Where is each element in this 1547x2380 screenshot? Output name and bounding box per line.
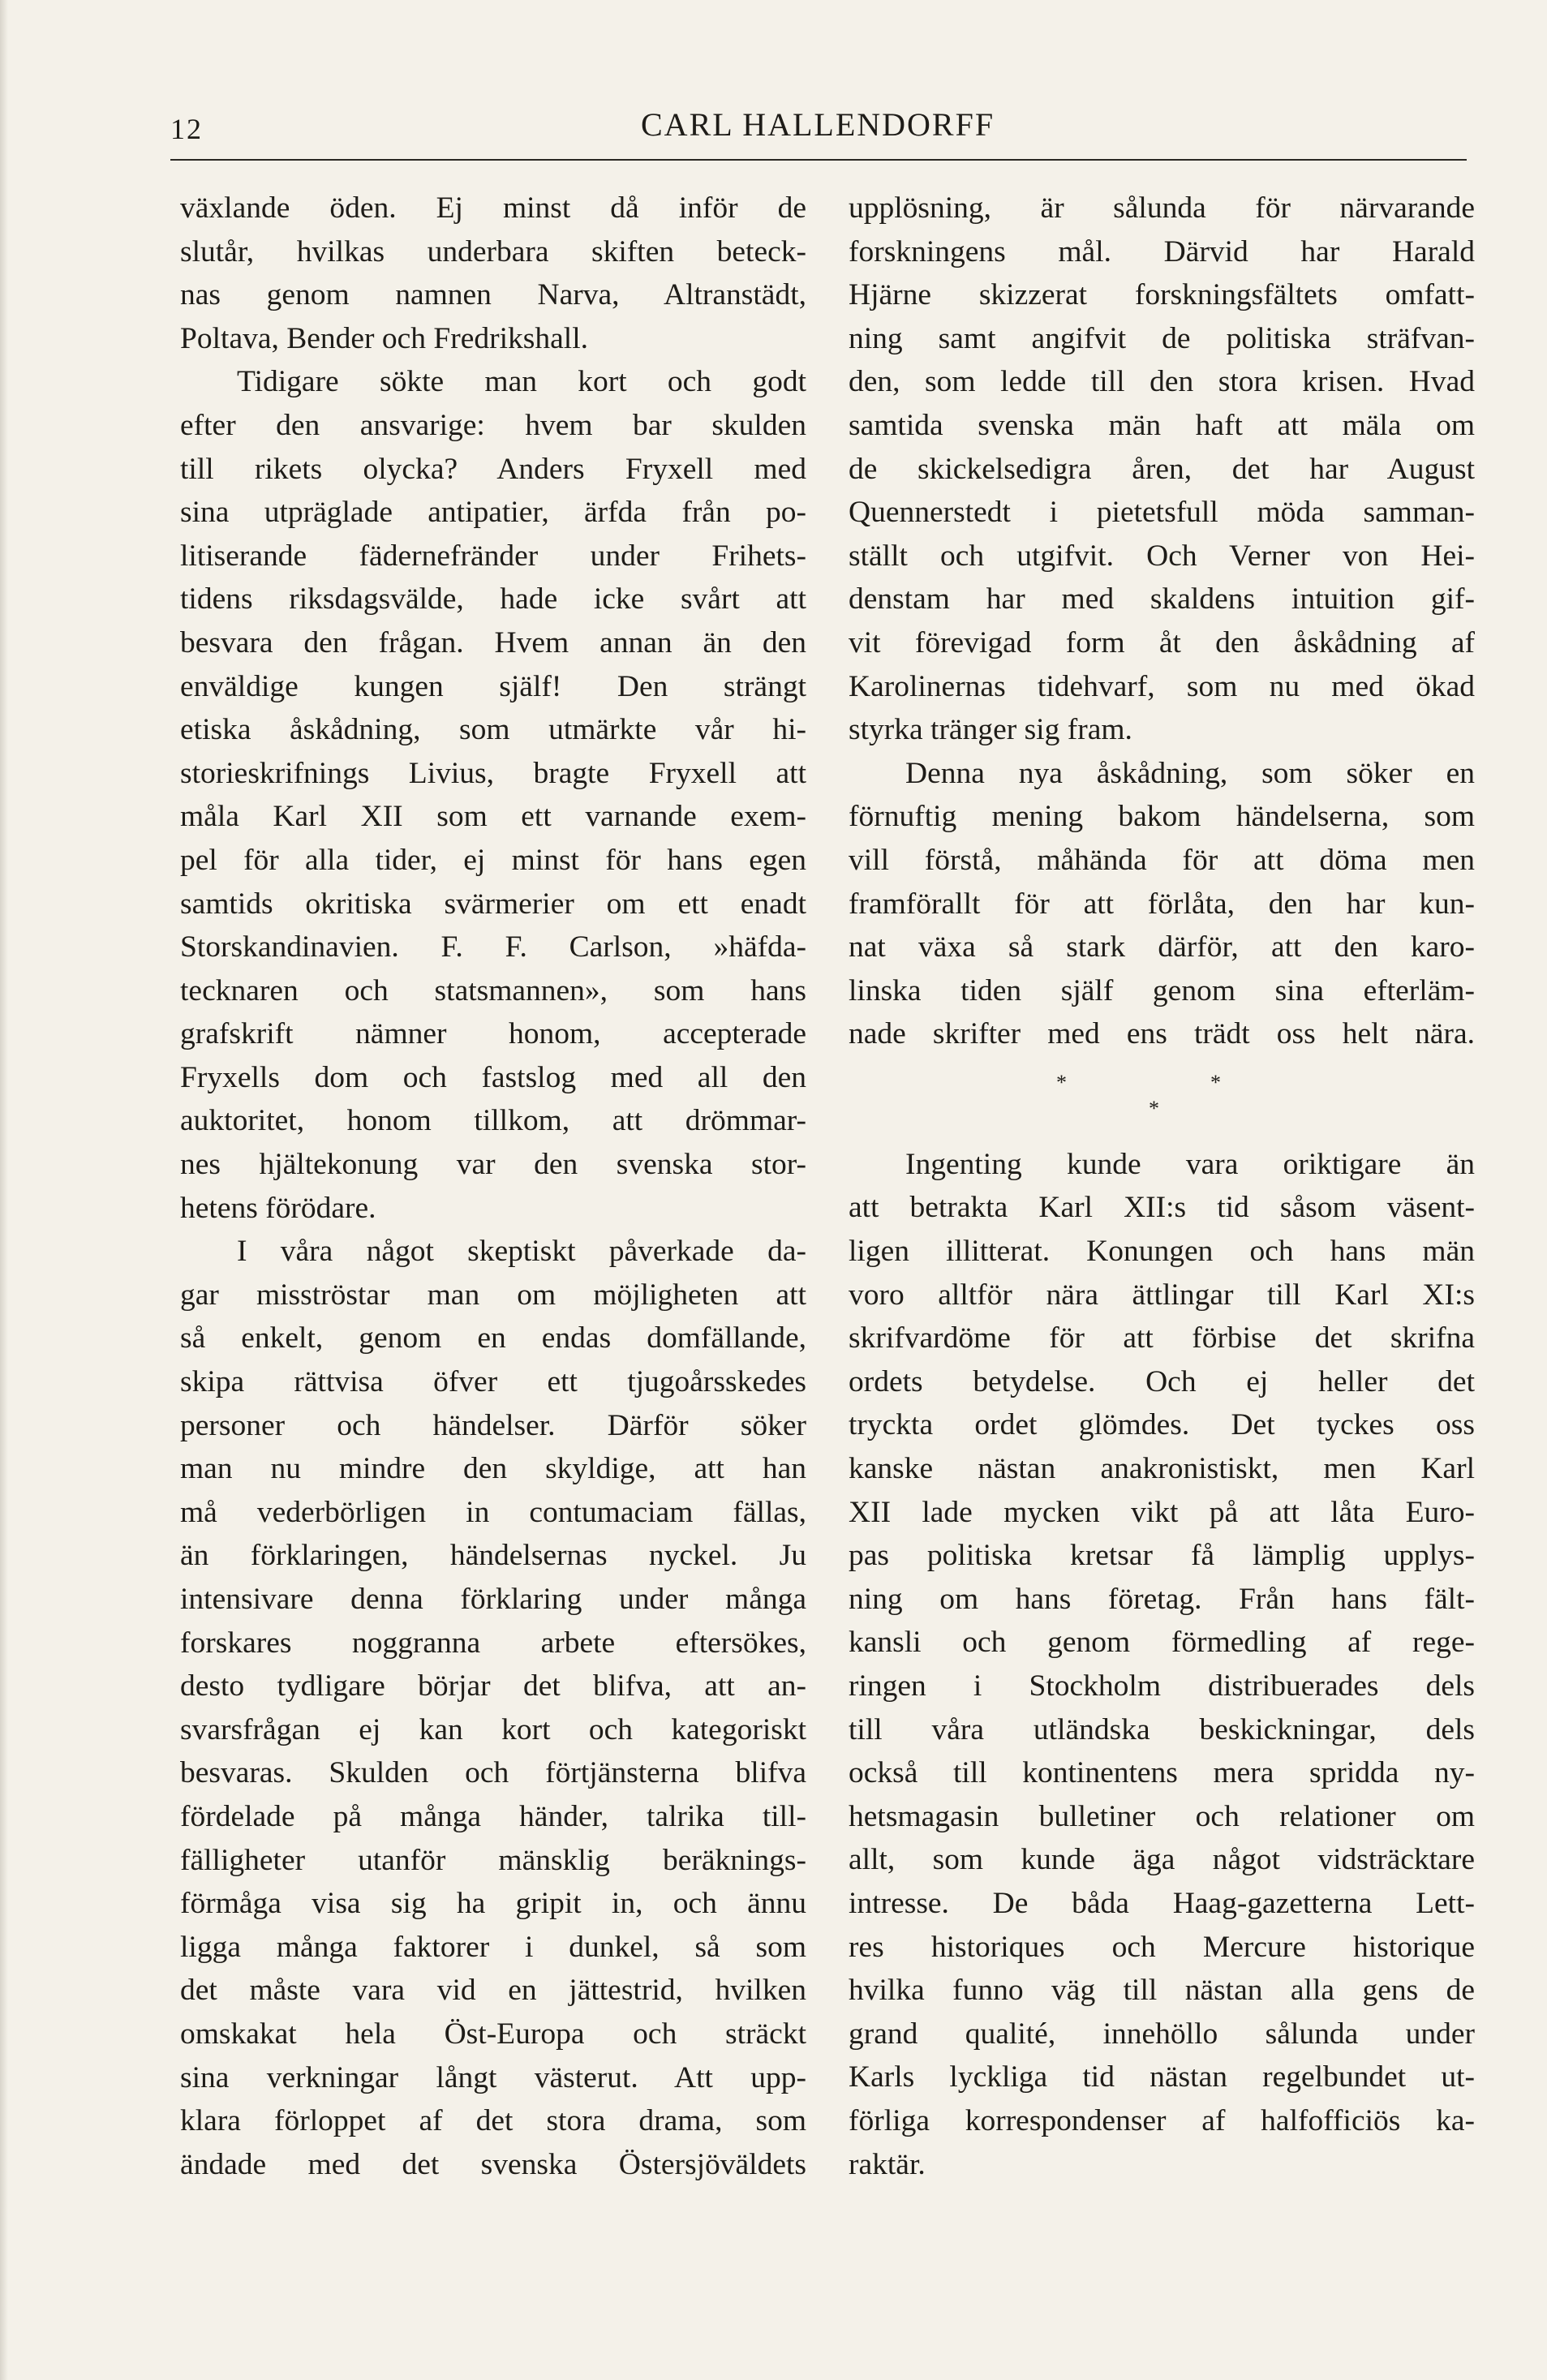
text-line: enväldige kungen själf! Den strängt <box>180 669 806 703</box>
text-line: måla Karl XII som ett varnande exem- <box>180 800 806 834</box>
text-line: Poltava, Bender och Fredrikshall. <box>180 321 589 355</box>
text-line: forskningens mål. Därvid har Harald <box>849 234 1475 269</box>
section-separator <box>849 1056 1475 1143</box>
text-line: samtids okritiska svärmerier om ett enadt <box>180 887 806 921</box>
text-line: pas politiska kretsar få lämplig upplys- <box>849 1539 1475 1573</box>
text-line: ning samt angifvit de politiska sträfvan- <box>849 321 1475 355</box>
text-line: kanske nästan anakronistiskt, men Karl <box>849 1452 1475 1486</box>
text-line: ändade med det svenska Östersjöväldets <box>180 2147 806 2181</box>
text-line: auktoritet, honom tillkom, att drömmar- <box>180 1104 806 1138</box>
text-line: hetens förödare. <box>180 1191 376 1225</box>
text-line: intensivare denna förklaring under många <box>180 1583 806 1616</box>
text-line: XII lade mycken vikt på att låta Euro- <box>849 1495 1475 1529</box>
page-edge-shadow <box>0 0 8 2380</box>
text-line: denstam har med skaldens intuition gif- <box>849 582 1475 616</box>
text-line: pel för alla tider, ej minst för hans egen <box>180 843 806 877</box>
text-line: förmåga visa sig ha gripit in, och ännu <box>180 1887 806 1921</box>
text-line: ordets betydelse. Och ej heller det <box>849 1364 1475 1398</box>
text-line: allt, som kunde äga något vidsträcktare <box>849 1843 1475 1877</box>
text-line: fördelade på många händer, talrika till- <box>180 1799 806 1833</box>
text-line: etiska åskådning, som utmärkte vår hi- <box>180 713 806 747</box>
text-line: linska tiden själf genom sina efterläm- <box>849 973 1475 1007</box>
text-line: Karls lyckliga tid nästan regelbundet ut- <box>849 2060 1475 2094</box>
text-line: Storskandinavien. F. F. Carlson, »häfda- <box>180 930 806 964</box>
text-line: hetsmagasin bulletiner och relationer om <box>849 1799 1475 1833</box>
text-line: voro alltför nära ättlingar till Karl XI:s <box>849 1278 1475 1312</box>
text-line: nat växa så stark därför, att den karo- <box>849 930 1475 964</box>
text-line: man nu mindre den skyldige, att han <box>180 1452 806 1486</box>
text-line: forskares noggranna arbete eftersökes, <box>180 1626 806 1660</box>
text-line: växlande öden. Ej minst då inför de <box>180 191 806 225</box>
text-line: res historiques och Mercure historique <box>849 1930 1475 1964</box>
text-line: ställt och utgifvit. Och Verner von Hei- <box>849 539 1475 573</box>
text-line: sina utpräglade antipatier, ärfda från po- <box>180 496 806 530</box>
left-column <box>180 187 806 2186</box>
text-line: skrifvardöme för att förbise det skrifna <box>849 1321 1475 1355</box>
text-line: intresse. De båda Haag-gazetterna Lett- <box>849 1886 1475 1920</box>
text-line: ning om hans företag. Från hans fält- <box>849 1582 1475 1616</box>
text-line: också till kontinentens mera spridda ny- <box>849 1756 1475 1790</box>
text-line: så enkelt, genom en endas domfällande, <box>180 1321 806 1355</box>
text-line: upplösning, är sålunda för närvarande <box>849 191 1475 225</box>
text-line: sina verkningar långt västerut. Att upp- <box>180 2060 806 2094</box>
paragraph-start: Denna nya åskådning, som söker en <box>905 756 1475 790</box>
asterisk: * <box>1210 1070 1221 1094</box>
text-line: samtida svenska män haft att mäla om <box>849 408 1475 442</box>
text-line: de skickelsedigra åren, det har August <box>849 452 1475 486</box>
text-line: än förklaringen, händelsernas nyckel. Ju <box>180 1539 806 1573</box>
text-line: förnuftig mening bakom händelserna, som <box>849 800 1475 834</box>
paragraph-start: Tidigare sökte man kort och godt <box>237 365 806 399</box>
text-line: framförallt för att förlåta, den har kun- <box>849 887 1475 921</box>
running-head: CARL HALLENDORFF <box>641 106 995 143</box>
text-line: Hjärne skizzerat forskningsfältets omfatt- <box>849 278 1475 312</box>
text-line: svarsfrågan ej kan kort och kategoriskt <box>180 1712 806 1746</box>
page-number: 12 <box>170 113 203 145</box>
text-line: Karolinernas tidehvarf, som nu med ökad <box>849 669 1475 703</box>
text-line: Quennerstedt i pietetsfull möda samman- <box>849 496 1475 530</box>
text-line: personer och händelser. Därför söker <box>180 1408 806 1442</box>
text-line: till rikets olycka? Anders Fryxell med <box>180 452 806 486</box>
text-line: ligen illitterat. Konungen och hans män <box>849 1235 1475 1269</box>
text-line: raktär. <box>849 2147 926 2181</box>
text-line: må vederbörligen in contumaciam fällas, <box>180 1495 806 1529</box>
text-line: desto tydligare börjar det blifva, att an- <box>180 1669 806 1703</box>
asterisk: * <box>1149 1096 1159 1120</box>
text-line: tecknaren och statsmannen», som hans <box>180 973 806 1007</box>
header-rule <box>170 159 1467 161</box>
text-line: Fryxells dom och fastslog med all den <box>180 1060 806 1094</box>
text-line: förliga korrespondenser af halfofficiös ka- <box>849 2103 1475 2137</box>
text-line: gar misströstar man om möjligheten att <box>180 1278 806 1312</box>
paragraph-start: Ingenting kunde vara oriktigare än <box>905 1147 1475 1181</box>
text-line: tryckta ordet glömdes. Det tyckes oss <box>849 1408 1475 1442</box>
text-line: klara förloppet af det stora drama, som <box>180 2104 806 2138</box>
text-line: grand qualité, innehöllo sålunda under <box>849 2017 1475 2051</box>
text-line: nes hjältekonung var den svenska stor- <box>180 1148 806 1182</box>
text-line: besvaras. Skulden och förtjänsterna blifva <box>180 1756 806 1790</box>
text-line: ligga många faktorer i dunkel, så som <box>180 1930 806 1964</box>
text-line: att betrakta Karl XII:s tid såsom väsent- <box>849 1191 1475 1225</box>
text-line: nade skrifter med ens trädt oss helt nära. <box>849 1017 1475 1051</box>
right-column <box>849 187 1475 2186</box>
text-line: omskakat hela Öst-Europa och sträckt <box>180 2017 806 2051</box>
text-line: hvilka funno väg till nästan alla gens de <box>849 1974 1475 2008</box>
text-line: besvara den frågan. Hvem annan än den <box>180 625 806 659</box>
text-line: till våra utländska beskickningar, dels <box>849 1712 1475 1746</box>
text-line: vit förevigad form åt den åskådning af <box>849 625 1475 659</box>
text-line: nas genom namnen Narva, Altranstädt, <box>180 278 806 312</box>
text-line: ringen i Stockholm distribuerades dels <box>849 1669 1475 1703</box>
text-line: slutår, hvilkas underbara skiften beteck- <box>180 234 806 269</box>
text-line: styrka tränger sig fram. <box>849 713 1132 747</box>
text-line: grafskrift nämner honom, accepterade <box>180 1017 806 1051</box>
text-line: fälligheter utanför mänsklig beräknings- <box>180 1843 806 1877</box>
text-line: skipa rättvisa öfver ett tjugoårsskedes <box>180 1365 806 1399</box>
page-header <box>170 105 1468 162</box>
text-line: vill förstå, måhända för att döma men <box>849 843 1475 877</box>
text-line: det måste vara vid en jättestrid, hvilken <box>180 1974 806 2008</box>
text-line: efter den ansvarige: hvem bar skulden <box>180 408 806 442</box>
text-line: kansli och genom förmedling af rege- <box>849 1626 1475 1660</box>
paragraph-start: I våra något skeptiskt påverkade da- <box>237 1235 806 1269</box>
text-line: litiserande fädernefränder under Frihets- <box>180 539 806 573</box>
asterisk: * <box>1056 1070 1067 1094</box>
text-line: storieskrifnings Livius, bragte Fryxell att <box>180 756 806 790</box>
text-line: den, som ledde till den stora krisen. Hvad <box>849 365 1475 399</box>
text-line: tidens riksdagsvälde, hade icke svårt att <box>180 582 806 616</box>
